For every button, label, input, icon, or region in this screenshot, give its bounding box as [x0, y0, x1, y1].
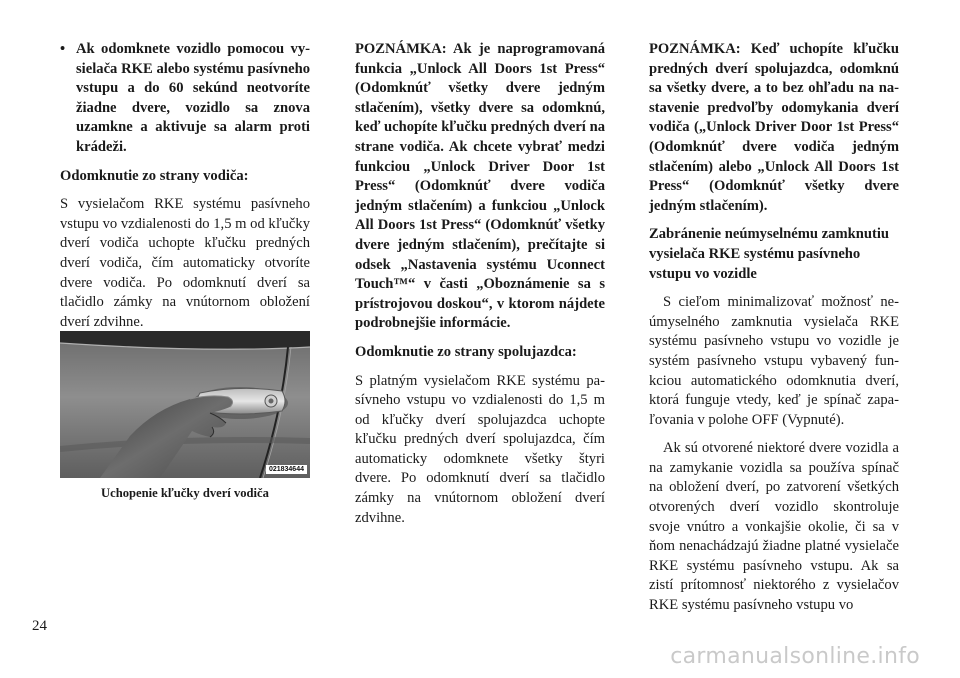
section-heading-passenger-unlock: Odomknutie zo strany spolujazdca: — [355, 343, 577, 360]
paragraph-prevent-lockout-2: Ak sú otvorené niektoré dvere vozidla a na zamykanie vozidla sa používa spínač na obložení dverí, po zatvorení všetkých otvorených dverí vozidlo skontroluje svoje vnútro a vonkajšie okolie, či sa v ňom nenachádzajú žiadne platné vysielače RKE systému pasívneho vstupu. Ak sa zistí prítomnosť niektorého z vysielačov RKE systému pasívneho vstupu vo — [649, 440, 899, 614]
paragraph-prevent-lockout-1: S cieľom minimalizovať možnosť neúmyselného zamknutia vysielača RKE systému pasívneho vstupu vo vozidle je systém pasívneho vstupu vybavený funkciou automatického odomknutia dverí, ktorá funguje vtedy, keď je spínač zapaľovania v polohe OFF (Vypnuté). — [649, 294, 899, 428]
bullet-dot: • — [60, 41, 66, 57]
paragraph-driver-unlock: S vysielačom RKE systému pasívneho vstupu vo vzdialenosti do 1,5 m od kľučky dverí vodiča uchopte kľučku predných dverí vodiča, čím automaticky otvoríte dvere vodiča. Po odomknutí dverí sa tlačidlo zámky na vnútornom obložení dverí zdvihne. — [60, 196, 310, 330]
section-heading-prevent-lockout: Zabránenie neúmyselnému zamknutiu vysielača RKE systému pasívneho vstupu vo vozidle — [649, 226, 890, 282]
watermark: carmanualsonline.info — [670, 644, 920, 669]
note-unlock-all-doors: POZNÁMKA: Ak je naprogramovaná funkcia „Unlock All Doors 1st Press“ (Odomknúť všetky dvere jedným stlačením), všetky dvere sa odomknú, keď uchopíte kľučku predných dverí na strane vodiča. Ak chcete vybrať medzi funkciou „Unlock Driver Door 1st Press“ (Odomknúť dvere vodiča jedným stlačením) a funkciou „Unlock All Doors 1st Press“ (Odomknúť všetky dvere jedným stlačením), prečítajte si odsek „Nastavenia systému Uconnect Touch™“ v časti „Oboznámenie sa s prístrojovou doskou“, v ktorom nájdete podrobnejšie informácie. — [355, 41, 605, 332]
door-handle-figure — [60, 331, 310, 478]
column-2 — [355, 40, 605, 537]
paragraph-passenger-unlock: S platným vysielačom RKE systému pasívneho vstupu vo vzdialenosti do 1,5 m od kľučky dverí spolujazdca uchopte kľučku predných dverí spolujazdca, čím automaticky odomknete všetky štyri dvere. Po odomknutí dverí sa tlačidlo zámky na vnútornom obložení dverí zdvihne. — [355, 372, 605, 526]
door-handle-illustration — [60, 331, 310, 478]
note-passenger-handle: POZNÁMKA: Keď uchopíte kľučku predných dverí spolujazdca, odomknú sa všetky dvere, a to bez ohľadu na nastavenie predvoľby odomykania dverí vodiča („Unlock Driver Door 1st Press“ (Odomknúť dvere vodiča jedným stlačením) alebo „Unlock All Doors 1st Press“ (Odomknúť všetky dvere jedným stlačením). — [649, 41, 899, 214]
section-heading-driver-unlock: Odomknutie zo strany vodiča: — [60, 167, 249, 184]
figure-caption: Uchopenie kľučky dverí vodiča — [101, 486, 269, 500]
figure-id-label: 021834644 — [266, 465, 307, 474]
column-3 — [649, 40, 899, 625]
page-number: 24 — [32, 618, 47, 634]
bullet-text: Ak odomknete vozidlo pomocou vysielača RKE alebo systému pasívneho vstupu a do 60 sekúnd neotvoríte žiadne dvere, vozidlo sa znova uzamkne a aktivuje sa alarm proti krádeži. — [76, 41, 310, 155]
bullet-item — [60, 40, 310, 158]
column-1 — [60, 40, 310, 341]
